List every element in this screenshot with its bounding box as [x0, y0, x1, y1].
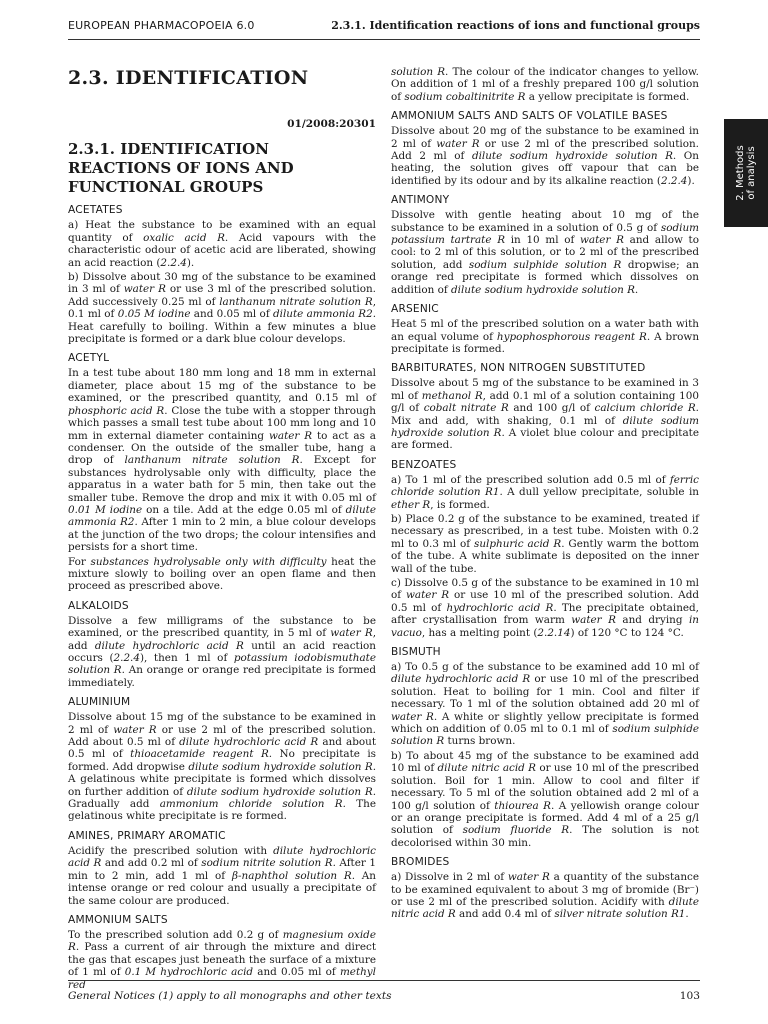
- monograph-reference: 01/2008:20301: [287, 118, 376, 130]
- paragraph-text: For: [68, 555, 91, 568]
- reagent-reference: phosphoric acid R: [68, 404, 165, 417]
- reagent-reference: methyl red: [68, 966, 377, 991]
- reagent-reference: ether R: [391, 498, 431, 511]
- paragraph-text: and 0.05 ml of: [253, 966, 340, 979]
- paragraph-text: a yellow precipitate is formed.: [525, 90, 690, 103]
- paragraph-text: .: [685, 908, 689, 921]
- reagent-reference: water R: [268, 429, 313, 442]
- paragraph-text: , has a melting point (: [421, 626, 538, 639]
- reagent-reference: dilute hydrochloric acid R: [94, 639, 244, 652]
- reagent-reference: water R: [580, 234, 624, 247]
- reagent-reference: hypophosphorous reagent R: [496, 330, 647, 343]
- paragraph-text: . A yellowish orange colour or an orange precipitate is formed. Add 4 ml of a 25 g/l solution of: [391, 799, 700, 837]
- test-heading: ACETATES: [68, 204, 123, 217]
- paragraph-text: . A white or slightly yellow precipitate is formed which on addition of 0.05 ml to 0.1 ml of: [391, 710, 699, 736]
- reagent-reference: ammonium chloride solution R: [159, 798, 343, 811]
- reagent-reference: silver nitrate solution R1: [554, 908, 686, 921]
- paragraph-text: . A dull yellow precipitate, soluble in: [499, 486, 699, 499]
- paragraph-text: To the prescribed solution add 0.2 g of: [68, 928, 283, 941]
- running-head: [68, 18, 700, 34]
- paragraph-text: .: [634, 283, 639, 296]
- reagent-reference: sodium sulphide solution R: [391, 723, 699, 748]
- reagent-reference: dilute ammonia R2: [68, 503, 376, 529]
- paragraph-text: dropwise; an orange red precipitate is formed which dissolves on addition of: [391, 258, 699, 296]
- paragraph-text: b) Dissolve about 30 mg of the substance to be examined in 3 ml of: [68, 271, 376, 296]
- test-paragraph: [391, 318, 699, 355]
- test-heading: ALUMINIUM: [68, 696, 131, 709]
- paragraph-text: ).: [186, 256, 195, 269]
- test-heading: ARSENIC: [391, 303, 439, 316]
- paragraph-text: or use 10 ml of the prescribed solution. Add 0.5 ml of: [391, 589, 699, 614]
- paragraph-text: Dissolve about 15 mg of the substance to be examined in 2 ml of: [68, 711, 376, 736]
- paragraph-text: . No precipitate is formed. Add dropwise: [68, 748, 377, 773]
- paragraph-text: . The precipitate obtained, after crystallisation from warm: [391, 601, 699, 627]
- reagent-reference: ferric chloride solution R1: [391, 473, 699, 499]
- paragraph-text: . A gelatinous white precipitate is formed which dissolves on further addition of: [68, 760, 376, 798]
- reagent-reference: thiourea R: [494, 799, 552, 812]
- paragraph-text: heat the mixture slowly to boiling over an open flame and then proceed as prescribed above.: [68, 555, 376, 593]
- right-column-content: [391, 66, 699, 921]
- paragraph-text: . The colour of the indicator changes to yellow. On addition of 1 ml of a freshly prepared 100 g/l solution of: [391, 66, 699, 103]
- paragraph-text: turns brown.: [444, 735, 516, 748]
- reagent-reference: sodium sulphide solution R: [468, 258, 622, 271]
- test-paragraph: [68, 929, 376, 991]
- reagent-reference: sodium fluoride R: [462, 824, 570, 837]
- paragraph-text: . Mix and add, with shaking, 0.1 ml of: [391, 402, 699, 427]
- paragraph-text: Dissolve about 20 mg of the substance to be examined in 2 ml of: [391, 125, 699, 150]
- paragraph-text: and about 0.5 ml of: [68, 736, 377, 761]
- paragraph-text: . Except for substances hydrolysable only with difficulty, place the apparatus in a water bath for 5 min, then take out the smaller tube. Remove the drop and mix it with 0.05 ml of: [68, 454, 377, 504]
- test-paragraph: [68, 711, 376, 823]
- reagent-reference: magnesium oxide R: [68, 928, 376, 954]
- reagent-reference: cobalt nitrate R: [423, 402, 509, 415]
- reagent-reference: hydrochloric acid R: [446, 601, 554, 614]
- paragraph-text: and allow to cool: to 2 ml of this solution, or to 2 ml of the prescribed solution, add: [391, 234, 699, 271]
- reagent-reference: 2.2.4: [660, 174, 688, 187]
- paragraph-text: , add 0.1 ml of a solution containing 100 g/l of: [391, 389, 699, 415]
- paragraph-text: or use 2 ml of the prescribed solution. Add 2 ml of: [391, 137, 699, 163]
- paragraph-text: ) of 120 °C to 124 °C.: [570, 626, 684, 639]
- paragraph-text: Dissolve about 5 mg of the substance to be examined in 3 ml of: [391, 377, 699, 402]
- paragraph-text: . Pass a current of air through the mixture and direct the gas that escapes just beneath the surface of a mixture of 1 ml of: [68, 941, 376, 979]
- reagent-reference: dilute sodium hydroxide solution R: [188, 760, 373, 773]
- reagent-reference: sulphuric acid R: [474, 537, 562, 550]
- reagent-reference: dilute nitric acid R: [437, 762, 536, 775]
- paragraph-text: a quantity of the substance to be examined equivalent to about 3 mg of bromide (Br⁻) or use 2 ml of the prescribed solution. Acidify with: [391, 871, 699, 908]
- paragraph-text: . After 1 min to 2 min, a blue colour develops at the junction of the two drops; the colour intensifies and persists for a short time.: [68, 516, 376, 554]
- paragraph-text: . Acid vapours with the characteristic odour of acetic acid are liberated, showing an acid reaction (: [68, 231, 376, 269]
- paragraph-text: . Gently warm the bottom of the tube. A white sublimate is deposited on the inner wall of the tube.: [391, 537, 699, 575]
- reagent-reference: dilute sodium hydroxide solution R: [450, 283, 635, 296]
- test-heading: BENZOATES: [391, 458, 457, 471]
- reagent-reference: solution R: [391, 66, 446, 78]
- reagent-reference: dilute hydrochloric acid R: [68, 844, 376, 870]
- paragraph-text: until an acid reaction occurs (: [68, 639, 377, 664]
- reagent-reference: dilute sodium hydroxide solution R: [186, 785, 373, 798]
- reagent-reference: sodium nitrite solution R: [201, 857, 333, 870]
- test-heading: AMMONIUM SALTS: [68, 913, 168, 926]
- test-heading: BISMUTH: [391, 646, 441, 659]
- test-paragraph: [68, 367, 376, 553]
- reagent-reference: 2.2.4: [160, 256, 187, 269]
- reagent-reference: β-naphthol solution R: [231, 869, 352, 882]
- test-paragraph: [391, 661, 699, 748]
- test-paragraph: [391, 125, 699, 187]
- reagent-reference: water R: [391, 710, 434, 723]
- paragraph-text: . An orange or orange red precipitate is formed immediately.: [68, 664, 376, 689]
- right-column: [391, 66, 699, 923]
- test-paragraph: [68, 556, 376, 593]
- test-heading: ANTIMONY: [391, 194, 450, 207]
- reagent-reference: sodium cobaltinitrite R: [404, 90, 526, 103]
- left-column: [68, 66, 376, 993]
- paragraph-text: Heat 5 ml of the prescribed solution on a water bath with an equal volume of: [391, 318, 699, 343]
- test-heading: AMINES, PRIMARY AROMATIC: [68, 829, 226, 842]
- paragraph-text: . The gelatinous white precipitate is re formed.: [68, 798, 376, 823]
- page-number: 103: [679, 990, 700, 1002]
- reagent-reference: water R: [330, 627, 373, 640]
- paragraph-text: or use 2 ml of the prescribed solution. Add about 0.5 ml of: [68, 723, 376, 749]
- reagent-reference: dilute hydrochloric acid R: [391, 673, 531, 686]
- paragraph-text: b) To about 45 mg of the substance to be examined add 10 ml of: [391, 749, 699, 775]
- paragraph-text: or use 3 ml of the prescribed solution. Add successively 0.25 ml of: [68, 283, 376, 308]
- reagent-reference: 2.2.4: [113, 652, 140, 664]
- tab-line-1: 2. Methods: [735, 145, 746, 201]
- test-paragraph: [391, 513, 699, 575]
- footer-notice: General Notices (1) apply to all monographs and other texts: [68, 990, 392, 1002]
- paragraph-text: and drying: [615, 614, 689, 627]
- paragraph-text: ).: [687, 174, 695, 187]
- paragraph-text: . On heating, the solution gives off vapour that can be identified by its odour and by its alkaline reaction (: [391, 150, 699, 187]
- reagent-reference: in vacuo: [391, 614, 699, 639]
- paragraph-text: . A brown precipitate is formed.: [391, 330, 700, 355]
- test-paragraph: [68, 615, 376, 689]
- paragraph-text: , add: [68, 627, 376, 652]
- paragraph-text: Dissolve a few milligrams of the substance to be examined, or the prescribed quantity, in 5 ml of: [68, 614, 376, 640]
- reagent-reference: dilute sodium hydroxide solution R: [391, 414, 699, 439]
- test-paragraph: [391, 750, 699, 849]
- reagent-reference: lanthanum nitrate solution R: [219, 295, 373, 308]
- reagent-reference: water R: [406, 589, 450, 602]
- paragraph-text: a) To 1 ml of the prescribed solution add 0.5 ml of: [391, 473, 670, 486]
- reagent-reference: 0.1 M hydrochloric acid: [124, 966, 254, 979]
- paragraph-text: and 0.05 ml of: [190, 308, 273, 321]
- reagent-reference: water R: [123, 283, 166, 296]
- reagent-reference: water R: [571, 614, 616, 627]
- paragraph-text: and add 0.2 ml of: [101, 857, 202, 870]
- running-head-section: 2.3.1. Identification reactions of ions and functional groups: [331, 19, 700, 32]
- test-paragraph: [68, 271, 376, 345]
- paragraph-text: . An intense orange or red colour and usually a precipitate of the same colour are produced.: [68, 869, 376, 907]
- reagent-reference: water R: [113, 723, 157, 736]
- test-paragraph: [391, 209, 699, 296]
- paragraph-text: . A violet blue colour and precipitate are formed.: [391, 426, 699, 452]
- paragraph-text: Acidify the prescribed solution with: [68, 844, 274, 857]
- paragraph-text: and 100 g/l of: [508, 402, 595, 415]
- paragraph-text: to act as a condenser. On the outside of the smaller tube, hang a drop of: [68, 429, 377, 467]
- paragraph-text: on a tile. Add at the edge 0.05 ml of: [142, 503, 346, 516]
- paragraph-text: , 0.1 ml of: [68, 295, 377, 321]
- page-footer: [68, 988, 700, 1004]
- test-paragraph: [391, 474, 699, 511]
- paragraph-text: and add 0.4 ml of: [455, 908, 555, 921]
- paragraph-text: a) Heat the substance to be examined with an equal quantity of: [68, 219, 376, 244]
- reagent-reference: water R: [507, 871, 550, 884]
- running-head-publication: EUROPEAN PHARMACOPOEIA 6.0: [68, 19, 255, 32]
- section-title: 2.3.1. IDENTIFICATION REACTIONS OF IONS AND FUNCTIONAL GROUPS: [68, 140, 294, 197]
- test-paragraph: [391, 577, 699, 639]
- reagent-reference: sodium potassium tartrate R: [391, 221, 699, 247]
- paragraph-text: a) Dissolve in 2 ml of: [391, 871, 508, 884]
- chapter-thumb-tab: [724, 119, 768, 227]
- test-heading: ALKALOIDS: [68, 599, 129, 612]
- reagent-reference: oxalic acid R: [143, 231, 225, 244]
- reagent-reference: water R: [436, 137, 480, 150]
- test-paragraph: [391, 377, 699, 451]
- paragraph-text: , is formed.: [430, 498, 490, 511]
- reagent-reference: thioacetamide reagent R: [130, 748, 269, 761]
- paragraph-text: or use 10 ml of the prescribed solution. Boil for 1 min. Allow to cool and filter if necessary. To 5 ml of the solution obtained add 2 ml of a 100 g/l solution of: [391, 762, 699, 812]
- paragraph-text: Dissolve with gentle heating about 10 mg of the substance to be examined in a solution of 0.5 g of: [391, 209, 699, 234]
- reagent-reference: substances hydrolysable only with difficulty: [90, 555, 327, 568]
- paragraph-text: or use 10 ml of the prescribed solution. Heat to boiling for 1 min. Cool and filter if necessary. To 1 ml of the solution obtained add 20 ml of: [391, 673, 699, 711]
- reagent-reference: dilute ammonia R2: [272, 308, 373, 321]
- test-heading: BROMIDES: [391, 856, 450, 869]
- paragraph-text: In a test tube about 180 mm long and 18 mm in external diameter, place about 15 mg of the substance to be examined, or the prescribed quantity, and 0.15 ml of: [68, 367, 376, 405]
- reagent-reference: calcium chloride R: [594, 402, 696, 415]
- test-paragraph: [391, 66, 699, 103]
- paragraph-text: c) Dissolve 0.5 g of the substance to be examined in 10 ml of: [391, 577, 699, 602]
- chapter-title: 2.3. IDENTIFICATION: [68, 67, 309, 89]
- reagent-reference: potassium iodobismuthate solution R: [68, 652, 376, 677]
- paragraph-text: in 10 ml of: [505, 234, 581, 247]
- tab-line-2: of analysis: [746, 146, 757, 200]
- paragraph-text: . Heat carefully to boiling. Within a few minutes a blue precipitate is formed or a dark blue colour develops.: [68, 308, 377, 346]
- header-rule: [68, 39, 700, 40]
- paragraph-text: a) To 0.5 g of the substance to be examined add 10 ml of: [391, 661, 699, 674]
- test-heading: BARBITURATES, NON NITROGEN SUBSTITUTED: [391, 362, 646, 375]
- paragraph-text: . Gradually add: [68, 785, 376, 811]
- chapter-thumb-tab-label: [735, 145, 757, 200]
- reagent-reference: 0.01 M iodine: [68, 503, 143, 516]
- paragraph-text: . After 1 min to 2 min, add 1 ml of: [68, 857, 376, 882]
- test-paragraph: [391, 871, 699, 921]
- test-paragraph: [68, 845, 376, 907]
- test-paragraph: [68, 219, 376, 269]
- left-column-content: [68, 204, 376, 991]
- reagent-reference: dilute sodium hydroxide solution R: [471, 150, 673, 163]
- reagent-reference: 0.05 M iodine: [117, 308, 191, 321]
- reagent-reference: methanol R: [421, 389, 483, 402]
- reagent-reference: dilute nitric acid R: [391, 895, 699, 921]
- test-heading: ACETYL: [68, 352, 110, 365]
- reagent-reference: dilute hydrochloric acid R: [179, 736, 319, 749]
- paragraph-text: b) Place 0.2 g of the substance to be examined, treated if necessary as prescribed, in a test tube. Moisten with 0.2 ml to 0.3 ml of: [391, 512, 699, 550]
- reagent-reference: lanthanum nitrate solution R: [124, 454, 300, 467]
- paragraph-text: . The solution is not decolorised within 30 min.: [391, 824, 699, 849]
- footer-rule: [68, 980, 700, 981]
- paragraph-text: . Close the tube with a stopper through which passes a small test tube about 100 mm long and 10 mm in external diameter containing: [68, 404, 376, 442]
- reagent-reference: 2.2.14: [537, 626, 571, 639]
- paragraph-text: ), then 1 ml of: [139, 652, 234, 664]
- test-heading: AMMONIUM SALTS AND SALTS OF VOLATILE BASES: [391, 110, 668, 123]
